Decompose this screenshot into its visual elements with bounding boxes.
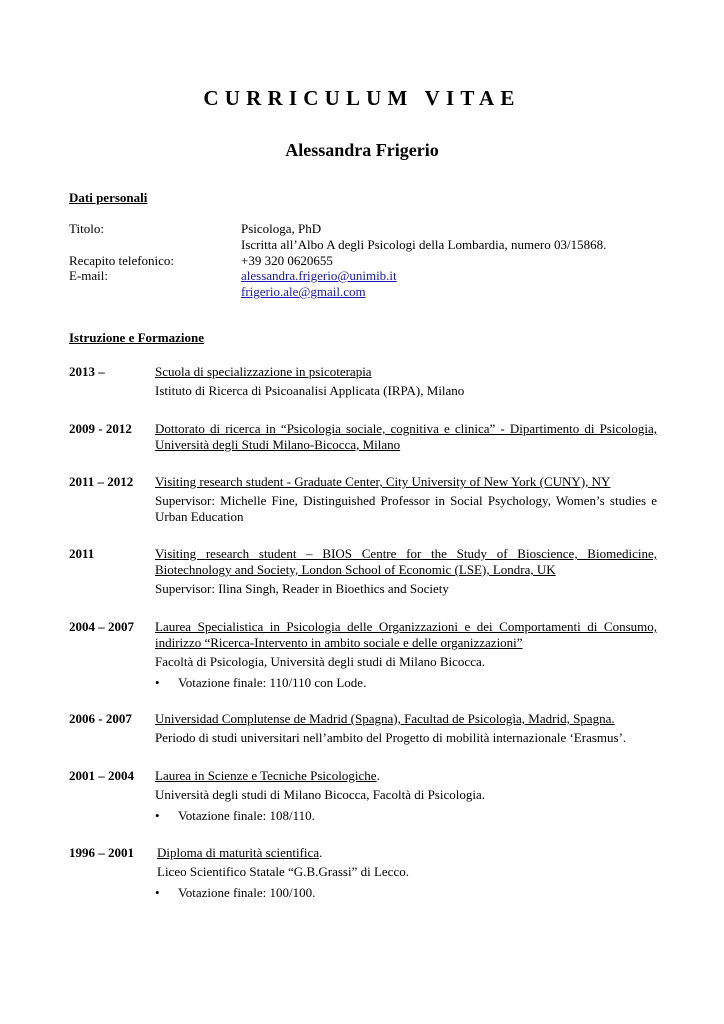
entry-detail: Liceo Scientifico Statale “G.B.Grassi” di Lecco. <box>157 864 409 879</box>
entry-title-wrap <box>155 768 657 784</box>
entry-year: 2011 – 2012 <box>69 474 134 489</box>
grade-text: Votazione finale: 108/110. <box>178 808 315 823</box>
entry-description <box>155 711 657 746</box>
entry-year: 2004 – 2007 <box>69 619 134 634</box>
entry-detail-line: Urban Education <box>155 509 244 524</box>
document-title: CURRICULUM VITAE <box>203 86 521 110</box>
entry-year: 2011 <box>69 546 95 561</box>
grade-bullet <box>155 675 657 691</box>
title-label: Titolo: <box>69 221 104 236</box>
phone-value: +39 320 0620655 <box>241 253 333 268</box>
entry-title-line: Biotechnology and Society, London School of Economic (LSE), Londra, UK <box>155 562 556 577</box>
entry-year: 2001 – 2004 <box>69 768 134 783</box>
entry-year: 2013 – <box>69 364 105 379</box>
entry-year: 1996 – 2001 <box>69 845 134 860</box>
entry-title-line: Università degli Studi Milano-Bicocca, Milano <box>155 437 401 452</box>
email-link-primary[interactable]: alessandra.frigerio@unimib.it <box>241 268 397 283</box>
entry-description <box>155 546 657 597</box>
entry-detail: Università degli studi di Milano Bicocca, Facoltà di Psicologia. <box>155 787 485 802</box>
section-heading-education: Istruzione e Formazione <box>69 330 205 345</box>
entry-description <box>155 619 657 691</box>
entry-title-line: indirizzo “Ricerca-Intervento in ambito sociale e delle organizzazioni” <box>155 635 523 650</box>
entry-year: 2009 - 2012 <box>69 421 132 436</box>
entry-title: Scuola di specializzazione in psicoterapia <box>155 364 372 379</box>
entry-year: 2006 - 2007 <box>69 711 132 726</box>
email-label: E-mail: <box>69 268 108 283</box>
grade-bullet <box>155 808 657 824</box>
grade-bullet <box>155 885 657 901</box>
bullet-icon: • <box>155 885 160 900</box>
entry-title-line: Dottorato di ricerca in “Psicologia sociale, cognitiva e clinica” - Dipartimento di Psicologia, <box>155 421 657 436</box>
title-note: Iscritta all’Albo A degli Psicologi della Lombardia, numero 03/15868. <box>241 237 607 252</box>
entry-detail: Supervisor: Ilina Singh, Reader in Bioethics and Society <box>155 581 449 596</box>
grade-text: Votazione finale: 110/110 con Lode. <box>178 675 367 690</box>
entry-title: Universidad Complutense de Madrid (Spagna), Facultad de Psicologìa, Madrid, Spagna. <box>155 711 615 726</box>
entry-description <box>155 364 657 399</box>
entry-detail-line: Supervisor: Michelle Fine, Distinguished Professor in Social Psychology, Women’s studies e <box>155 493 657 508</box>
entry-title-line: Visiting research student – BIOS Centre for the Study of Bioscience, Biomedicine, <box>155 546 657 561</box>
entry-title: Diploma di maturità scientifica <box>157 845 320 860</box>
entry-description <box>157 845 657 901</box>
bullet-icon: • <box>155 675 160 690</box>
section-heading-personal: Dati personali <box>69 190 148 205</box>
entry-detail: Facoltà di Psicologia, Università degli studi di Milano Bicocca. <box>155 654 485 669</box>
email-link-secondary[interactable]: frigerio.ale@gmail.com <box>241 284 366 299</box>
grade-text: Votazione finale: 100/100. <box>178 885 316 900</box>
entry-title-suffix: . <box>319 845 323 860</box>
entry-title-suffix: . <box>376 768 380 783</box>
entry-title: Visiting research student - Graduate Center, City University of New York (CUNY), NY <box>155 474 611 489</box>
entry-title-wrap <box>157 845 657 861</box>
entry-description <box>155 421 657 453</box>
title-value: Psicologa, PhD <box>241 221 322 236</box>
entry-description <box>155 768 657 824</box>
entry-title: Laurea in Scienze e Tecniche Psicologiche <box>155 768 377 783</box>
entry-description <box>155 474 657 525</box>
phone-label: Recapito telefonico: <box>69 253 175 268</box>
entry-detail: Istituto di Ricerca di Psicoanalisi Applicata (IRPA), Milano <box>155 383 465 398</box>
person-name: Alessandra Frigerio <box>285 140 439 160</box>
entry-title-line: Laurea Specialistica in Psicologia delle Organizzazioni e dei Comportamenti di Consumo, <box>155 619 657 634</box>
bullet-icon: • <box>155 808 160 823</box>
entry-detail: Periodo di studi universitari nell’ambito del Progetto di mobilità internazionale ‘Erasmus’. <box>155 730 627 745</box>
